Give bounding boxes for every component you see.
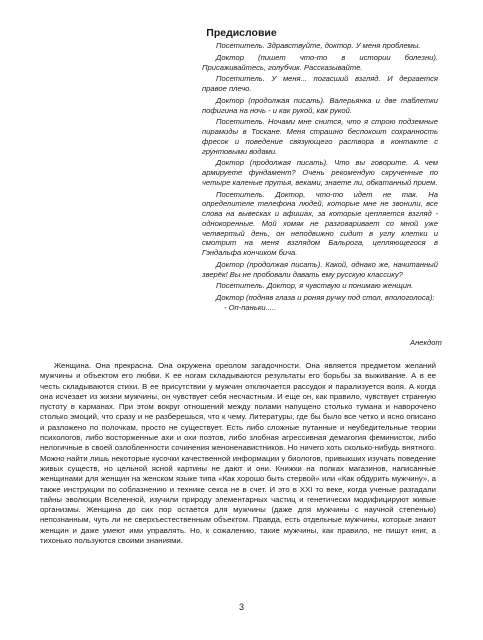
dialogue-line: - Оп-паньки..... (224, 302, 277, 312)
dialogue-line: Доктор (продолжая писать). Валерьянка и две таблетки пофигина на ночь - и как рукой, как рукой. (202, 95, 438, 115)
dialogue-line: Доктор (продолжая писать). Что вы говорите. А чем армируете фундамент? Очень рекомендую скрученные по четыре каленые прутья, веками, знаете ли, обкатанный прием. (202, 158, 438, 187)
dialogue-line: Посетитель. Доктор, я чувствую и понимаю женщин. (216, 281, 414, 291)
dialogue-line: Посетитель. Ночами мне снится, что я строю подземные пирамиды в Тоскане. Меня страшно беспокоит сохранность фресок и поведение связующего раствора в контакте с грунтовыми водами. (202, 117, 438, 156)
dialogue-line: Посетитель. Здравствуйте, доктор. У меня проблемы. (216, 41, 421, 50)
epigraph-dialogue (202, 41, 438, 315)
dialogue-line: Доктор (подняв глаза и роняя ручку под стол, впологолоса): (216, 293, 435, 302)
dialogue-line: Доктор (продолжая писать). Какой, однако же, начитанный зверёк! Вы не пробовали давать ему русскую классику? (202, 259, 438, 279)
page-title: Предисловие (206, 27, 277, 39)
dialogue-line: Доктор (пишет что-то в истории болезни). Присаживайтесь, голубчик. Рассказывайте. (202, 52, 438, 72)
dialogue-line: Посетитель. Доктор, что-то идет не так. На определителе телефона людей, которые мне не звонили, все слова на вывесках и афишах, за которые цепляется взгляд - однокоренные. Мой хомяк не разговаривает со мной уже четвертый день, он неподвижно сидит в углу клетки и смотрит на меня взглядом Бальрога, цепляющегося в Гэндальфа кончиком бича. (202, 189, 438, 257)
page-number: 3 (238, 602, 244, 612)
body-paragraph: Женщина. Она прекрасна. Она окружена ореолом загадочности. Она является предметом желаний мужчины и объектом его любви. К ее ногам складываются результаты его борьбы за выживание. А в ее честь складываются стихи. В ее присутствии у мужчин отключается рассудок и парализуется воля. А когда она исчезает из жизни мужчины, он чувствует себя несчастным. И еще он, как правило, чувствует странную пустоту в карманах. При этом вокруг отношений между полами напущено столько тумана и наворочено столько эмоций, что сразу и не разберешься, что к чему. Литературы, где бы было все четко и ясно описано и разложено по полочкам, просто не существует. Есть либо сложные путанные и неубедительные теории психологов, либо восторженные ахи и охи поэтов, либо злобная агрессивная демагогия феминисток, либо нелогичные в своей озлобленности сочинения женоненавистников. Но ничего хоть сколько-нибудь внятного. Можно найти лишь некоторые кусочки качественной информации у биологов, привыкших изучать поведение живых существ, но цельной ясной картины не дают и они. Книжки на полках магазинов, написанные женщинами для женщин на женском языке типа «Как хорошо быть стервой» или «Как обдурить мужчину», а также инструкции по соблазнению и технике секса не в счет. И это в XXI то веке, когда ученые разгадали тайны эволюции Вселенной, изучили природу элементарных частиц и генетически модифицируют живые организмы. Женщина до сих пор остается для мужчины (даже для мужчины с научной степенью) непознанным, чуть ли не сверхъестественным объектом. Правда, есть отдельные мужчины, которые знают женщин и даже умеют ими управлять. Но, к сожалению, такие мужчины, как правило, не пишут книг, а тихонько пользуются своими знаниями. (40, 361, 436, 546)
dialogue-line: Посетитель. У меня... погасший взгляд. И дергается правое плечо. (202, 74, 438, 93)
epigraph-attribution: Анекдот (410, 338, 442, 347)
